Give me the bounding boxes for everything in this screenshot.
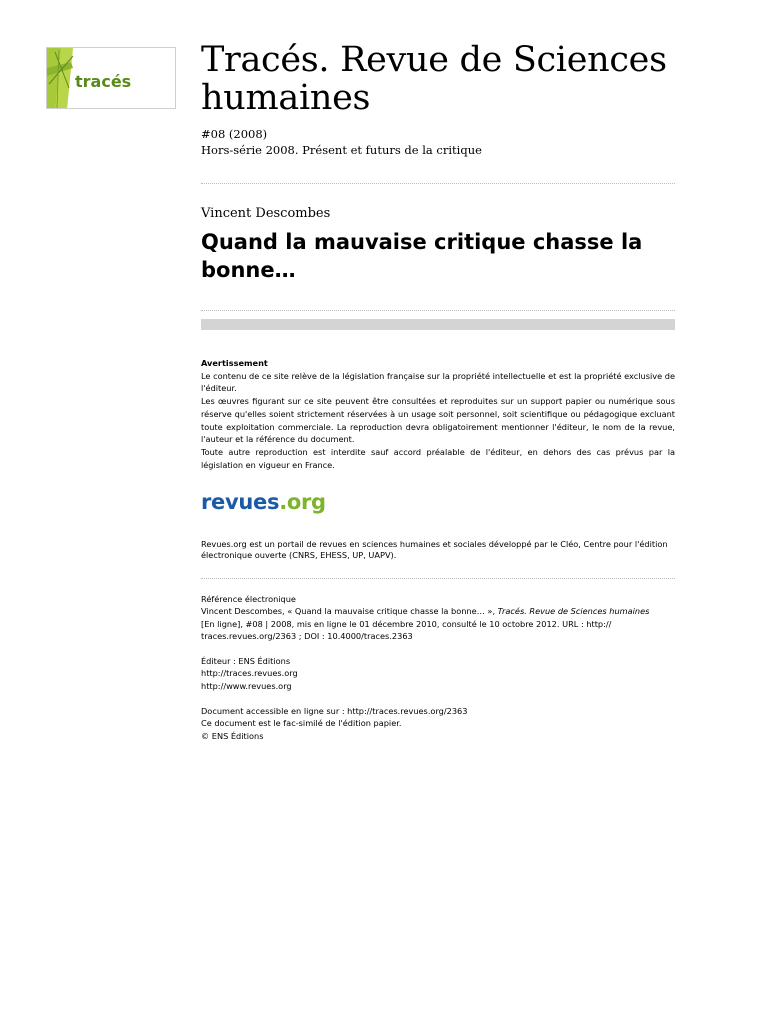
publisher-link[interactable]: http://www.revues.org [201, 680, 292, 691]
traces-logo-graphic [47, 48, 176, 109]
copyright: © ENS Éditions [201, 730, 264, 741]
warning-heading: Avertissement [201, 358, 268, 368]
article-author: Vincent Descombes [201, 206, 331, 221]
facsimile-note: Ce document est le fac-similé de l'édition papier. [201, 718, 402, 729]
grey-bar [201, 319, 675, 330]
issue-subtitle: Hors-série 2008. Présent et futurs de la critique [201, 143, 482, 157]
access-url: Document accessible en ligne sur : http://traces.revues.org/2363 [201, 706, 468, 716]
reference-citation: Vincent Descombes, « Quand la mauvaise critique chasse la bonne… », [201, 606, 498, 617]
portal-description: Revues.org est un portail de revues en sciences humaines et sociales développé par le Cléo, Centre pour l'édition électronique ouverte (CNRS, EHESS, UP, UAPV). [201, 539, 668, 560]
revues-logo-part2: .org [279, 490, 326, 514]
reference-heading: Référence électronique [201, 594, 296, 604]
reference-line: traces.revues.org/2363 ; DOI : 10.4000/traces.2363 [201, 630, 413, 641]
divider [201, 310, 675, 311]
issue-number: #08 (2008) [201, 127, 268, 141]
publisher-name: Éditeur : ENS Éditions [201, 656, 291, 666]
reference-line [201, 605, 675, 617]
warning-paragraph: Toute autre reproduction est interdite sauf accord préalable de l'éditeur, en dehors des cas prévus par la législation en vigueur en France. [201, 446, 675, 470]
publisher-link[interactable]: http://traces.revues.org [201, 668, 298, 679]
electronic-reference [201, 593, 675, 642]
divider [201, 183, 675, 184]
warning-block [201, 357, 675, 471]
revues-logo-part1: revues [201, 490, 280, 514]
publisher-block [201, 655, 298, 692]
divider [201, 578, 675, 579]
reference-journal: Tracés. Revue de Sciences humaines [497, 606, 650, 617]
traces-logo-text: tracés [75, 72, 132, 91]
warning-paragraph: Le contenu de ce site relève de la législation française sur la propriété intellectuelle et est la propriété exclusive de l'éditeur. [201, 370, 675, 394]
reference-line: [En ligne], #08 | 2008, mis en ligne le 01 décembre 2010, consulté le 10 octobre 2012. URL : http:// [201, 618, 612, 629]
article-title: Quand la mauvaise critique chasse la bonne… [201, 230, 643, 282]
traces-logo [46, 47, 176, 109]
journal-title: Tracés. Revue de Sciences humaines [201, 40, 667, 118]
warning-paragraph: Les œuvres figurant sur ce site peuvent être consultées et reproduites sur un support papier ou numérique sous réserve qu'elles soient strictement réservées à un usage soit personnel, soit scientifique ou pédagogique excluant toute exploitation commerciale. La reproduction devra obligatoirement mentionner l'éditeur, le nom de la revue, l'auteur et la référence du document. [201, 396, 675, 445]
revues-logo [201, 489, 326, 515]
access-block [201, 705, 467, 742]
